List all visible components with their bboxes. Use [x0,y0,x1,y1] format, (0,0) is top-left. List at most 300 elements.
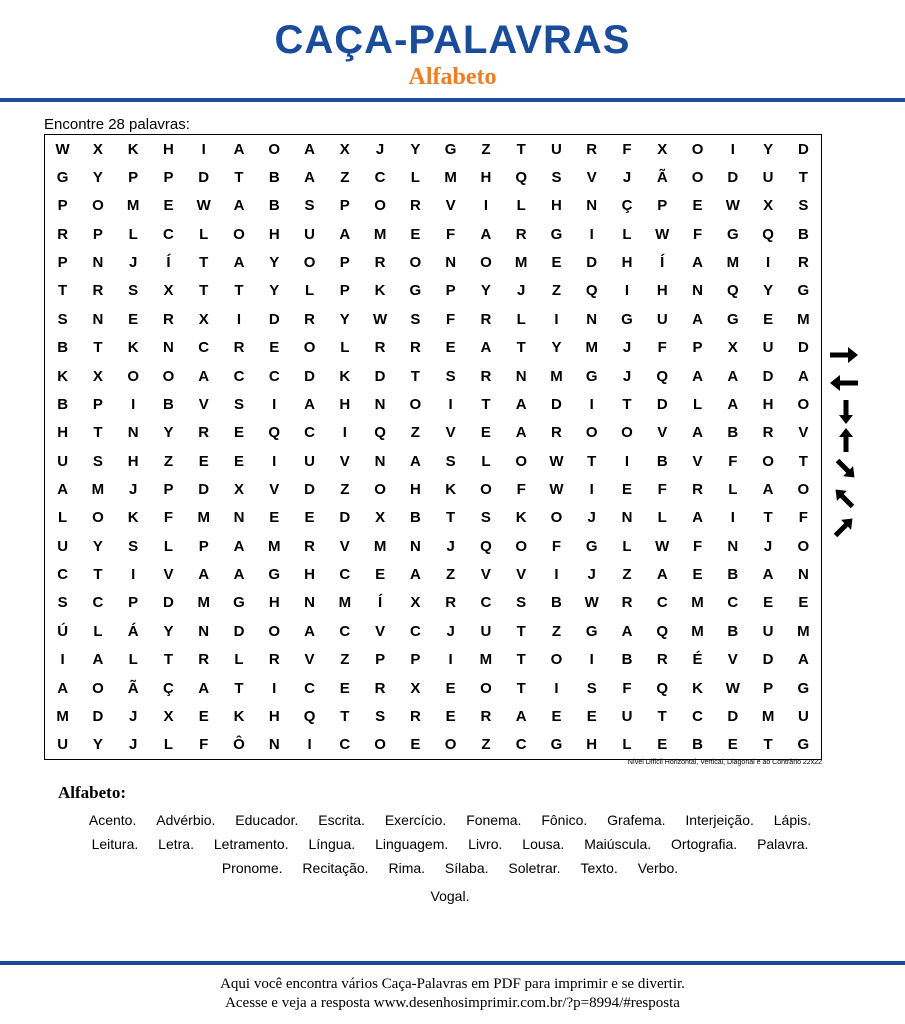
grid-cell: B [57,339,69,357]
grid-cell: O [797,537,810,555]
grid-cell: T [516,140,526,158]
grid-cell: O [92,197,104,215]
grid-cell: E [798,594,809,612]
grid-cell: O [303,254,316,272]
grid-cell: Q [303,707,316,725]
grid-cell: L [163,537,174,555]
grid-cell: Y [163,622,174,640]
grid-cell: H [304,566,315,584]
grid-cell: G [726,310,739,328]
word-list-item: Interjeição. [685,812,754,828]
grid-cell: I [201,140,206,158]
grid-cell: J [587,566,596,584]
grid-cell: A [198,566,210,584]
word-list-item: Ortografia. [671,836,738,852]
grid-cell: M [197,509,210,527]
grid-cell: Í [378,594,383,612]
grid-cell: E [198,452,209,470]
grid-cell: Y [92,169,103,187]
word-list-item: Exercício. [384,812,447,828]
grid-cell: B [727,566,739,584]
grid-cell: F [692,537,703,555]
grid-cell: R [163,310,174,328]
grid-cell: A [304,395,315,413]
grid-cell: I [624,452,630,470]
grid-cell: W [655,225,670,243]
grid-cell: K [374,282,386,300]
grid-cell: V [304,651,315,669]
instructions: Encontre 28 palavras: [44,116,190,133]
grid-cell: I [272,395,277,413]
grid-cell: H [339,395,351,413]
grid-cell: N [586,197,598,215]
grid-cell: R [762,424,774,442]
grid-cell: A [621,622,633,640]
grid-cell: N [163,339,174,357]
grid-cell: U [656,310,668,328]
grid-cell: H [163,140,174,158]
grid-cell: E [727,736,738,754]
grid-cell: A [92,651,104,669]
word-list [50,808,850,908]
grid-cell: J [517,282,526,300]
grid-cell: P [339,197,350,215]
grid-cell: V [269,481,280,499]
grid-cell: Q [480,537,492,555]
grid-cell: H [762,395,774,413]
grid-cell: Q [585,282,598,300]
grid-cell: L [516,197,526,215]
word-list-item: Lápis. [773,812,812,828]
grid-cell: M [373,537,387,555]
grid-cell: É [692,651,703,669]
grid-cell: J [622,367,632,385]
grid-cell: T [587,452,597,470]
grid-cell: O [268,622,281,640]
grid-cell: K [515,509,527,527]
word-list-item: Verbo. [637,860,679,876]
word-list-item: Soletrar. [508,860,561,876]
grid-cell: Ô [233,736,245,754]
grid-cell: Y [92,736,103,754]
grid-cell: O [409,254,422,272]
grid-cell: I [589,481,594,499]
word-list-item: Advérbio. [156,812,216,828]
grid-cell: P [92,225,103,243]
grid-cell: R [445,594,457,612]
grid-cell: A [797,651,809,669]
grid-cell: F [199,736,209,754]
grid-cell: A [515,707,527,725]
grid-cell: X [198,310,209,328]
grid-cell: Y [480,282,491,300]
grid-cell: T [340,707,350,725]
grid-cell: U [304,452,315,470]
grid-cell: C [656,594,668,612]
grid-cell: L [622,736,632,754]
grid-cell: P [657,197,668,215]
grid-cell: S [57,594,68,612]
grid-cell: A [692,367,703,385]
grid-cell: E [480,424,491,442]
grid-cell: G [550,736,563,754]
grid-cell: S [92,452,103,470]
grid-cell: A [233,197,245,215]
grid-cell: F [798,509,808,527]
grid-cell: U [480,622,492,640]
grid-cell: T [234,282,244,300]
grid-cell: P [57,254,68,272]
grid-cell: T [93,339,103,357]
grid-cell: Y [551,339,562,357]
grid-cell: D [304,367,315,385]
grid-cell: G [409,282,422,300]
bottom-rule [0,961,905,965]
grid-cell: M [691,594,704,612]
grid-cell: B [57,395,69,413]
grid-cell: V [692,452,703,470]
grid-cell: E [657,736,668,754]
grid-cell: C [92,594,104,612]
grid-cell: M [91,481,105,499]
grid-cell: T [234,169,244,187]
grid-cell: G [233,594,245,612]
grid-cell: J [622,339,632,357]
grid-cell: I [766,254,771,272]
grid-cell: W [725,679,740,697]
grid-cell: E [692,197,703,215]
grid-cell: K [692,679,703,697]
grid-cell: U [762,169,774,187]
grid-cell: P [92,395,103,413]
grid-cell: F [728,452,738,470]
word-list-item: Grafema. [607,812,666,828]
grid-cell: V [163,566,174,584]
grid-cell: B [551,594,562,612]
grid-cell: O [268,140,281,158]
grid-cell: J [375,140,385,158]
grid-cell: N [797,566,809,584]
grid-cell: Q [656,367,669,385]
grid-cell: S [233,395,244,413]
grid-cell: P [763,679,774,697]
grid-cell: Q [268,424,281,442]
grid-cell: U [551,140,562,158]
grid-cell: T [58,282,68,300]
grid-cell: U [304,225,315,243]
grid-cell: A [233,140,245,158]
grid-cell: I [483,197,488,215]
grid-cell: Q [726,282,739,300]
grid-cell: W [55,140,70,158]
grid-cell: F [551,537,562,555]
grid-cell: O [480,481,492,499]
grid-cell: Ã [127,679,139,697]
grid-cell: C [233,367,245,385]
grid-cell: W [196,197,211,215]
grid-cell: Ç [163,679,174,697]
grid-cell: V [445,424,456,442]
grid-cell: C [515,736,527,754]
grid-cell: X [657,140,668,158]
grid-cell: O [303,339,316,357]
grid-cell: A [233,254,245,272]
grid-cell: H [551,197,562,215]
grid-cell: W [549,481,564,499]
arrow-down-right-icon [833,456,860,483]
grid-cell: L [340,339,350,357]
grid-cell: I [272,679,277,697]
grid-cell: X [92,367,103,385]
grid-cell: P [339,254,350,272]
grid-cell: M [797,622,810,640]
grid-cell: C [480,594,492,612]
grid-cell: L [622,225,632,243]
grid-cell: L [58,509,68,527]
grid-cell: O [621,424,633,442]
grid-cell: M [338,594,352,612]
grid-cell: I [730,140,735,158]
grid-cell: E [198,707,209,725]
grid-cell: E [233,452,244,470]
grid-cell: T [93,424,103,442]
grid-cell: X [410,679,421,697]
grid-cell: L [163,736,174,754]
grid-cell: J [129,736,138,754]
grid-cell: E [445,339,456,357]
grid-cell: H [586,736,598,754]
grid-cell: V [445,197,456,215]
grid-cell: V [339,452,350,470]
grid-cell: W [373,310,388,328]
grid-cell: J [622,169,632,187]
grid-cell: V [375,622,386,640]
grid-cell: K [445,481,457,499]
grid-cell: D [198,481,210,499]
page-title: CAÇA-PALAVRAS [274,18,631,62]
grid-cell: P [339,282,350,300]
grid-cell: G [444,140,457,158]
grid-cell: R [304,310,315,328]
grid-cell: R [57,225,69,243]
grid-cell: R [480,310,492,328]
grid-cell: I [342,424,347,442]
grid-cell: J [446,537,455,555]
grid-cell: A [656,566,668,584]
grid-cell: C [409,622,421,640]
grid-cell: R [409,707,421,725]
grid-cell: P [163,169,174,187]
grid-cell: O [480,254,492,272]
grid-cell: X [92,140,103,158]
grid-cell: X [375,509,386,527]
arrow-up-icon [839,428,853,452]
grid-cell: Á [127,622,139,640]
grid-cell: T [93,566,103,584]
grid-cell: W [584,594,599,612]
grid-cell: E [551,254,562,272]
grid-cell: E [692,566,703,584]
grid-cell: F [622,140,632,158]
grid-cell: O [515,537,527,555]
grid-cell: P [375,651,386,669]
grid-cell: T [516,679,526,697]
grid-cell: T [798,169,808,187]
grid-cell: X [163,707,174,725]
grid-cell: R [198,424,210,442]
grid-cell: P [410,651,421,669]
grid-cell: E [339,679,350,697]
grid-cell: D [762,651,774,669]
grid-cell: O [585,424,598,442]
grid-cell: X [410,594,421,612]
grid-cell: A [304,622,315,640]
grid-cell: K [233,707,245,725]
grid-cell: A [480,339,492,357]
grid-cell: W [655,537,670,555]
grid-cell: B [727,424,739,442]
grid-cell: M [726,254,740,272]
grid-cell: F [163,509,174,527]
grid-cell: I [307,736,312,754]
grid-cell: A [304,169,315,187]
grid-cell: H [409,481,421,499]
grid-cell: M [268,537,281,555]
grid-cell: L [410,169,420,187]
grid-cell: C [727,594,739,612]
grid-cell: R [92,282,104,300]
grid-cell: N [127,424,139,442]
grid-cell: F [657,481,667,499]
grid-cell: D [163,594,174,612]
grid-cell: O [797,395,810,413]
grid-cell: F [446,225,456,243]
grid-cell: O [374,481,386,499]
grid-cell: R [233,339,245,357]
grid-cell: T [763,736,773,754]
grid-cell: C [339,566,351,584]
word-list-item: Sílaba. [444,860,489,876]
grid-cell: R [374,679,386,697]
grid-cell: T [798,452,808,470]
grid-cell: G [797,679,810,697]
grid-cell: V [516,566,527,584]
grid-cell: R [515,225,527,243]
grid-cell: K [57,367,69,385]
grid-cell: O [92,509,104,527]
grid-cell: S [304,197,315,215]
grid-cell: B [692,736,703,754]
grid-cell: P [692,339,703,357]
grid-cell: Z [163,452,174,470]
top-rule [0,98,905,102]
grid-cell: S [480,509,491,527]
grid-cell: L [234,651,244,669]
grid-cell: O [691,169,704,187]
grid-cell: R [692,481,703,499]
grid-cell: O [92,679,104,697]
word-list-item: Fonema. [466,812,522,828]
grid-cell: Z [340,481,350,499]
grid-cell: M [444,169,457,187]
grid-cell: R [656,651,668,669]
grid-cell: E [304,509,315,527]
grid-cell: T [622,395,632,413]
grid-cell: F [657,339,667,357]
grid-cell: T [516,339,526,357]
grid-cell: D [551,395,562,413]
grid-cell: Z [622,566,632,584]
grid-cell: Y [92,537,103,555]
grid-cell: F [446,310,456,328]
grid-cell: K [127,339,139,357]
grid-cell: E [269,339,280,357]
grid-cell: O [444,736,457,754]
grid-cell: Y [339,310,350,328]
grid-cell: S [798,197,809,215]
grid-cell: P [57,197,68,215]
page-subtitle: Alfabeto [408,64,497,90]
grid-cell: X [763,197,774,215]
grid-cell: Z [481,140,491,158]
word-list-item: Vogal. [430,888,470,904]
grid-cell: N [515,367,527,385]
grid-cell: E [445,707,456,725]
word-list-item: Palavra. [757,836,809,852]
grid-cell: E [410,736,421,754]
grid-cell: S [551,169,562,187]
grid-cell: N [727,537,739,555]
grid-cell: Z [551,282,562,300]
grid-cell: P [128,594,139,612]
grid-cell: Y [269,282,280,300]
grid-cell: T [516,622,526,640]
grid-cell: I [730,509,735,527]
grid-cell: A [692,509,703,527]
grid-cell: V [657,424,668,442]
grid-cell: A [198,679,210,697]
grid-cell: E [233,424,244,442]
grid-cell: G [621,310,633,328]
grid-cell: N [374,395,386,413]
grid-cell: O [550,509,563,527]
grid-cell: E [410,225,421,243]
grid-cell: D [374,367,386,385]
grid-cell: N [268,736,280,754]
grid-cell: Í [166,254,171,272]
arrow-left-icon [830,375,858,391]
grid-cell: D [304,481,315,499]
grid-cell: U [621,707,633,725]
grid-cell: D [797,339,809,357]
grid-cell: A [57,481,69,499]
grid-cell: Z [340,651,350,669]
grid-cell: D [268,310,280,328]
grid-cell: O [409,395,422,413]
grid-cell: I [448,651,453,669]
grid-cell: I [448,395,453,413]
letter-grid [44,134,822,760]
grid-cell: F [516,481,526,499]
grid-cell: N [692,282,703,300]
grid-cell: N [198,622,210,640]
grid-cell: N [586,310,598,328]
grid-cell: W [725,197,740,215]
grid-cell: O [515,452,527,470]
grid-cell: D [656,395,668,413]
grid-cell: U [57,452,69,470]
grid-cell: H [480,169,492,187]
